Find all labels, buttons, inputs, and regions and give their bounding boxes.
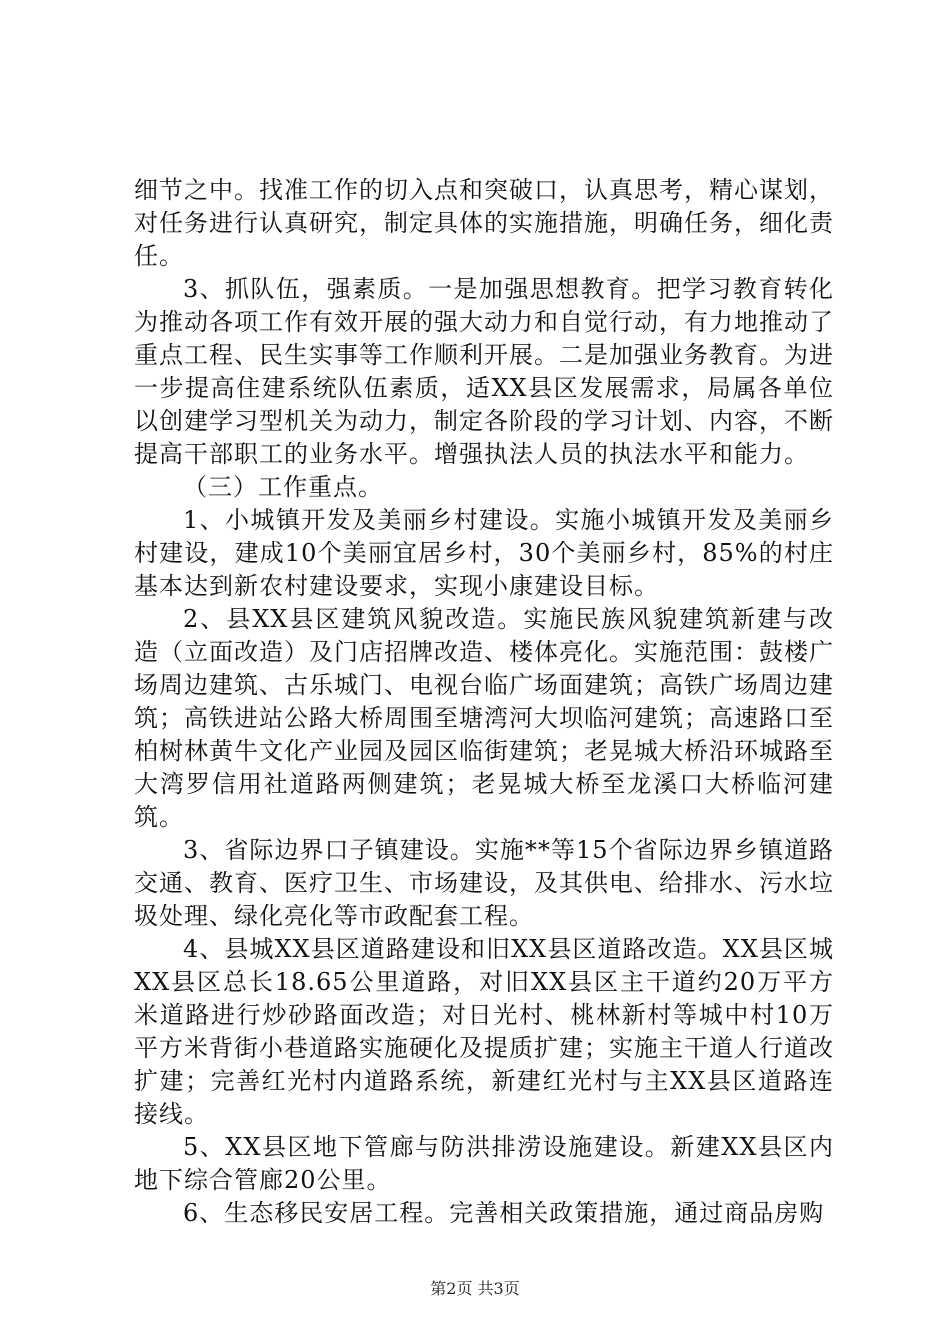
paragraph-item-6: 6、生态移民安居工程。完善相关政策措施，通过商品房购: [183, 1199, 825, 1227]
page-number-label: 第2页 共3页: [430, 1279, 520, 1298]
page-footer: [0, 1279, 950, 1299]
paragraph-item-2: 2、县XX县区建筑风貌改造。实施民族风貌建筑新建与改造（立面改造）及门店招牌改造、楼体亮化。实施范围：鼓楼广场周边建筑、古乐城门、电视台临广场面建筑；高铁广场周边建筑；高铁进站公路大桥周围至塘湾河大坝临河建筑；高速路口至柏树林黄牛文化产业园及园区临街建筑；老晃城大桥沿环城路至大湾罗信用社道路两侧建筑；老晃城大桥至龙溪口大桥临河建筑。: [134, 605, 834, 831]
paragraph-item-1: 1、小城镇开发及美丽乡村建设。实施小城镇开发及美丽乡村建设，建成10个美丽宜居乡村，30个美丽乡村，85%的村庄基本达到新农村建设要求，实现小康建设目标。: [134, 506, 834, 600]
paragraph-item-4: 4、县城XX县区道路建设和旧XX县区道路改造。XX县区城XX县区总长18.65公里道路，对旧XX县区主干道约20万平方米道路进行炒砂路面改造；对日光村、桃林新村等城中村10万平方米背街小巷道路实施硬化及提质扩建；实施主干道人行道改扩建；完善红光村内道路系统，新建红光村与主XX县区道路连接线。: [134, 935, 834, 1128]
paragraph-continuation: 细节之中。找准工作的切入点和突破口，认真思考，精心谋划，对任务进行认真研究，制定具体的实施措施，明确任务，细化责任。: [134, 176, 834, 270]
document-body: [134, 174, 834, 1230]
paragraph-team-quality: 3、抓队伍，强素质。一是加强思想教育。把学习教育转化为推动各项工作有效开展的强大动力和自觉行动，有力地推动了重点工程、民生实事等工作顺利开展。二是加强业务教育。为进一步提高住建系统队伍素质，适XX县区发展需求，局属各单位以创建学习型机关为动力，制定各阶段的学习计划、内容，不断提高干部职工的业务水平。增强执法人员的执法水平和能力。: [134, 275, 834, 468]
paragraph-item-3: 3、省际边界口子镇建设。实施**等15个省际边界乡镇道路交通、教育、医疗卫生、市场建设，及其供电、给排水、污水垃圾处理、绿化亮化等市政配套工程。: [134, 836, 834, 930]
paragraph-item-5: 5、XX县区地下管廊与防洪排涝设施建设。新建XX县区内地下综合管廊20公里。: [134, 1133, 834, 1194]
section-heading: （三）工作重点。: [183, 473, 383, 501]
